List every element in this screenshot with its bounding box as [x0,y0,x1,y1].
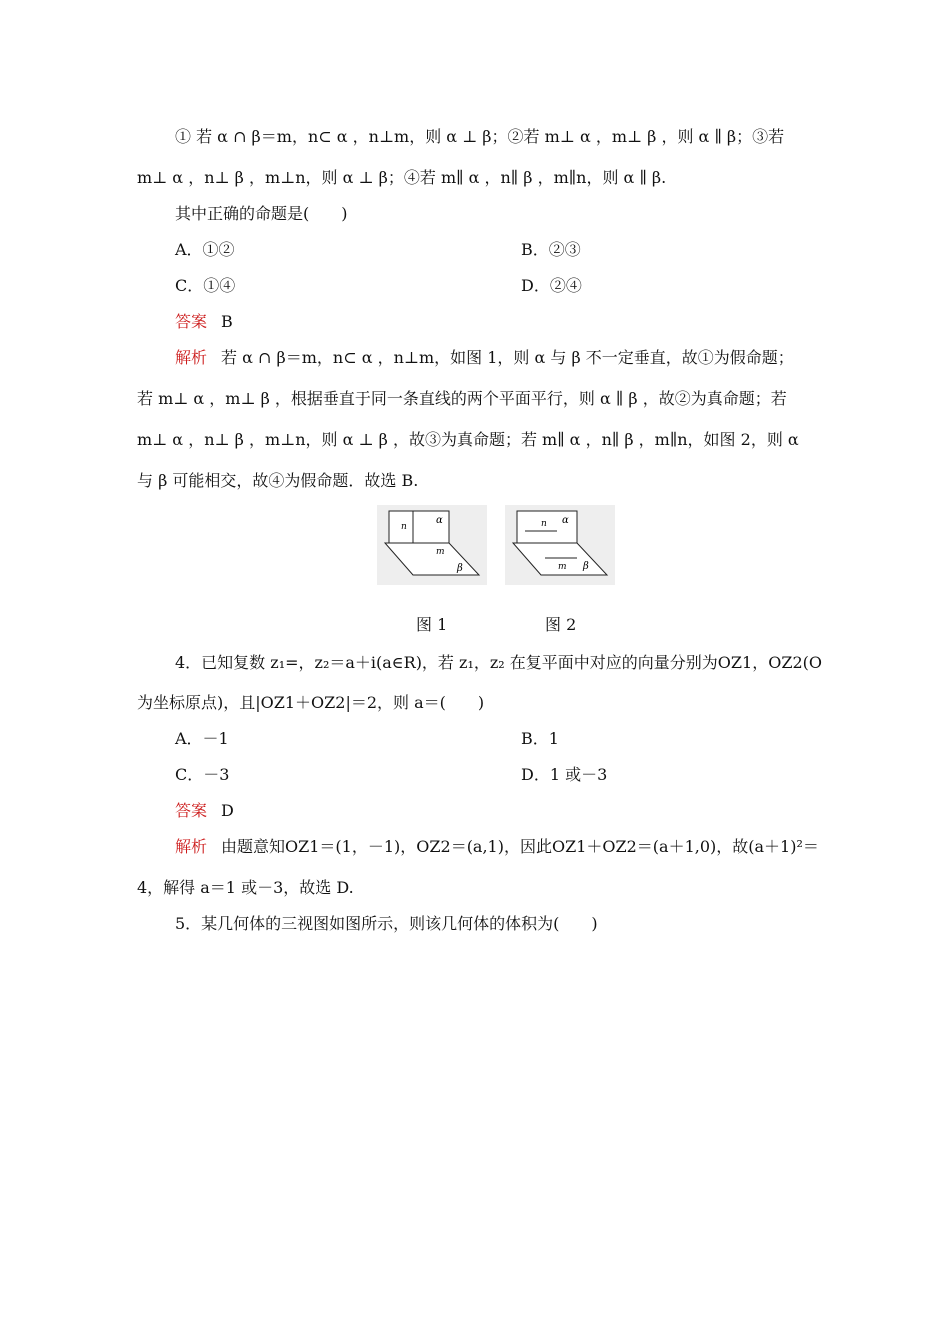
q4-analysis-line1 [175,836,855,858]
fig1-label-alpha: α [436,515,443,526]
q4-answer [175,800,855,822]
q4-question-line2: 为坐标原点)，且|OZ1＋OZ2|＝2，则 a＝( ) [137,693,485,712]
figure-2-diagram [505,505,615,585]
q3-answer [175,311,855,333]
fig1-label-beta: β [457,563,463,574]
q4-analysis-line2: 4，解得 a＝1 或－3，故选 D. [137,878,354,897]
answer-label: 答案 [175,801,208,820]
q3-analysis-line3: m⊥ α ，n⊥ β ，m⊥n，则 α ⊥ β ，故③为真命题；若 m∥ α ，n∥ β ，m∥n，如图 2，则 α [137,430,799,449]
q3-analysis-line2: 若 m⊥ α ，m⊥ β ，根据垂直于同一条直线的两个平面平行，则 α ∥ β ，故②为真命题；若 [137,389,787,408]
q3-choice-d: D．②④ [521,276,582,295]
q3-choice-a: A．①② [175,240,235,259]
fig2-label-alpha: α [562,515,569,526]
fig2-label-n: n [541,519,547,529]
answer-value: B [221,312,233,331]
q3-propositions-line2: m⊥ α ，n⊥ β ，m⊥n，则 α ⊥ β；④若 m∥ α ，n∥ β ，m∥n，则 α ∥ β. [137,168,667,187]
q3-analysis-line4: 与 β 可能相交，故④为假命题．故选 B. [137,471,419,490]
analysis-label: 解析 [175,348,208,367]
fig2-label-m: m [558,562,567,572]
figure-2 [505,505,615,585]
q3-question: 其中正确的命题是( ) [175,204,348,223]
answer-value: D [221,801,234,820]
analysis-text: 若 α ∩ β＝m，n⊂ α ，n⊥m，如图 1，则 α 与 β 不一定垂直，故①为假命题； [221,348,794,367]
answer-label: 答案 [175,312,208,331]
q3-analysis-line1 [175,347,855,369]
analysis-text: 由题意知OZ1＝(1，－1)，OZ2＝(a,1)，因此OZ1＋OZ2＝(a＋1,0)，故(a＋1)²＝ [221,837,819,856]
q3-choice-c: C．①④ [175,276,236,295]
figure-1-caption: 图 1 [416,615,448,634]
fig1-label-m: m [436,547,445,557]
q4-question-line1: 4．已知复数 z₁=，z₂＝a＋i(a∈R)，若 z₁，z₂ 在复平面中对应的向量分别为OZ1，OZ2(O [175,653,822,672]
figure-1 [377,505,487,585]
q4-choice-c: C．－3 [175,765,230,784]
figure-1-diagram [377,505,487,585]
figure-2-caption: 图 2 [545,615,577,634]
q4-choice-b: B．1 [521,729,559,748]
q4-choice-d: D．1 或－3 [521,765,608,784]
q4-choice-a: A．－1 [175,729,229,748]
q3-propositions-line1: ① 若 α ∩ β＝m，n⊂ α ，n⊥m，则 α ⊥ β；②若 m⊥ α ，m⊥ β ，则 α ∥ β；③若 [175,127,785,146]
q5-question-line1: 5．某几何体的三视图如图所示，则该几何体的体积为( ) [175,914,598,933]
fig1-label-n: n [401,522,407,532]
q3-choice-b: B．②③ [521,240,581,259]
fig2-label-beta: β [583,561,589,572]
analysis-label: 解析 [175,837,208,856]
